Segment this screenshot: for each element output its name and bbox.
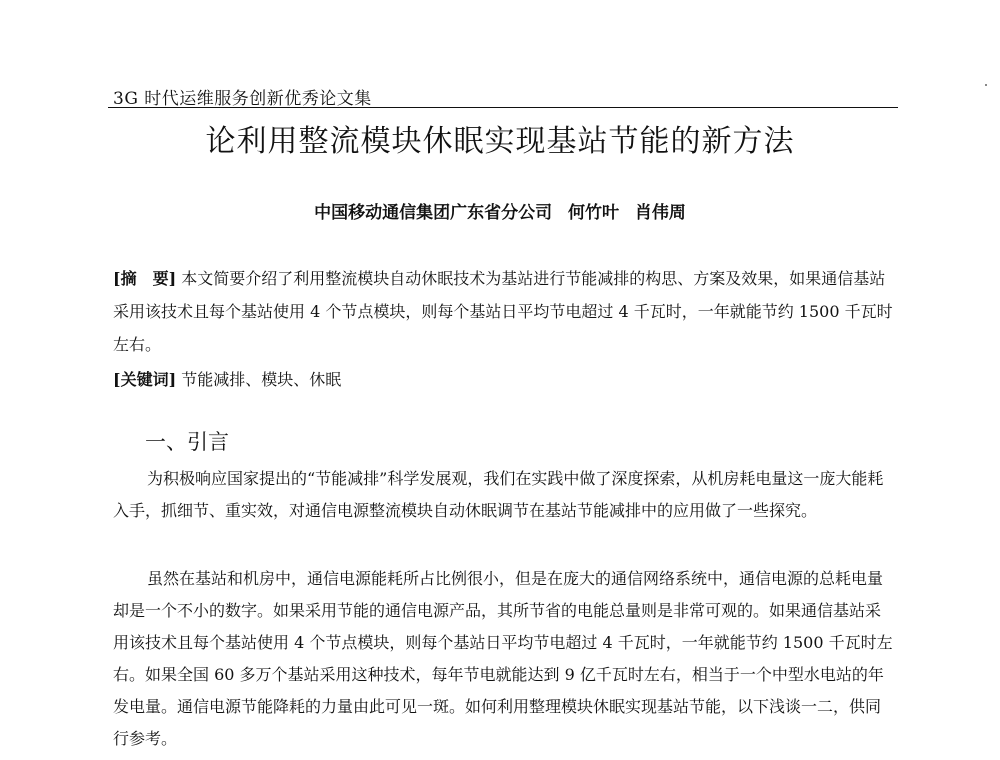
keywords-text: 节能减排、模块、休眠 bbox=[181, 370, 342, 389]
scan-speck bbox=[985, 84, 987, 86]
abstract bbox=[113, 262, 893, 361]
abstract-text: 本文简要介绍了利用整流模块自动休眠技术为基站进行节能减排的构思、方案及效果，如果通信基站采用该技术且每个基站使用 4 个节点模块，则每个基站日平均节电超过 4 千瓦时，一年就能节约 1500 千瓦时左右。 bbox=[113, 269, 893, 354]
author-name: 何竹叶 bbox=[568, 203, 619, 223]
page-title: 论利用整流模块休眠实现基站节能的新方法 bbox=[205, 124, 795, 159]
paragraph-text: 为积极响应国家提出的“节能减排”科学发展观，我们在实践中做了深度探索，从机房耗电量这一庞大能耗入手，抓细节、重实效，对通信电源整流模块自动休眠调节在基站节能减排中的应用做了一些探究。 bbox=[113, 469, 884, 520]
body-paragraph bbox=[113, 463, 893, 527]
section-heading: 一、引言 bbox=[145, 430, 229, 454]
header-rule bbox=[108, 107, 898, 108]
series-title: 3G 时代运维服务创新优秀论文集 bbox=[113, 89, 372, 109]
keywords-label: [关键词] bbox=[113, 370, 177, 389]
author-name: 肖伟周 bbox=[634, 203, 686, 223]
body-paragraph bbox=[113, 563, 893, 755]
author-line bbox=[0, 198, 1000, 223]
keywords bbox=[113, 365, 341, 395]
abstract-label: [摘 要] bbox=[113, 269, 177, 288]
paragraph-text: 虽然在基站和机房中，通信电源能耗所占比例很小，但是在庞大的通信网络系统中，通信电源的总耗电量却是一个不小的数字。如果采用节能的通信电源产品，其所节省的电能总量则是非常可观的。如果通信基站采用该技术且每个基站使用 4 个节点模块，则每个基站日平均节电超过 4 千瓦时，一年就能节约 1500 千瓦时左右。如果全国 60 多万个基站采用这种技术，每年节电就能达到 9 亿千瓦时左右，相当于一个中型水电站的年发电量。通信电源节能降耗的力量由此可见一斑。如何利用整理模块休眠实现基站节能，以下浅谈一二，供同行参考。 bbox=[113, 569, 893, 748]
author-organization: 中国移动通信集团广东省分公司 bbox=[314, 203, 553, 223]
